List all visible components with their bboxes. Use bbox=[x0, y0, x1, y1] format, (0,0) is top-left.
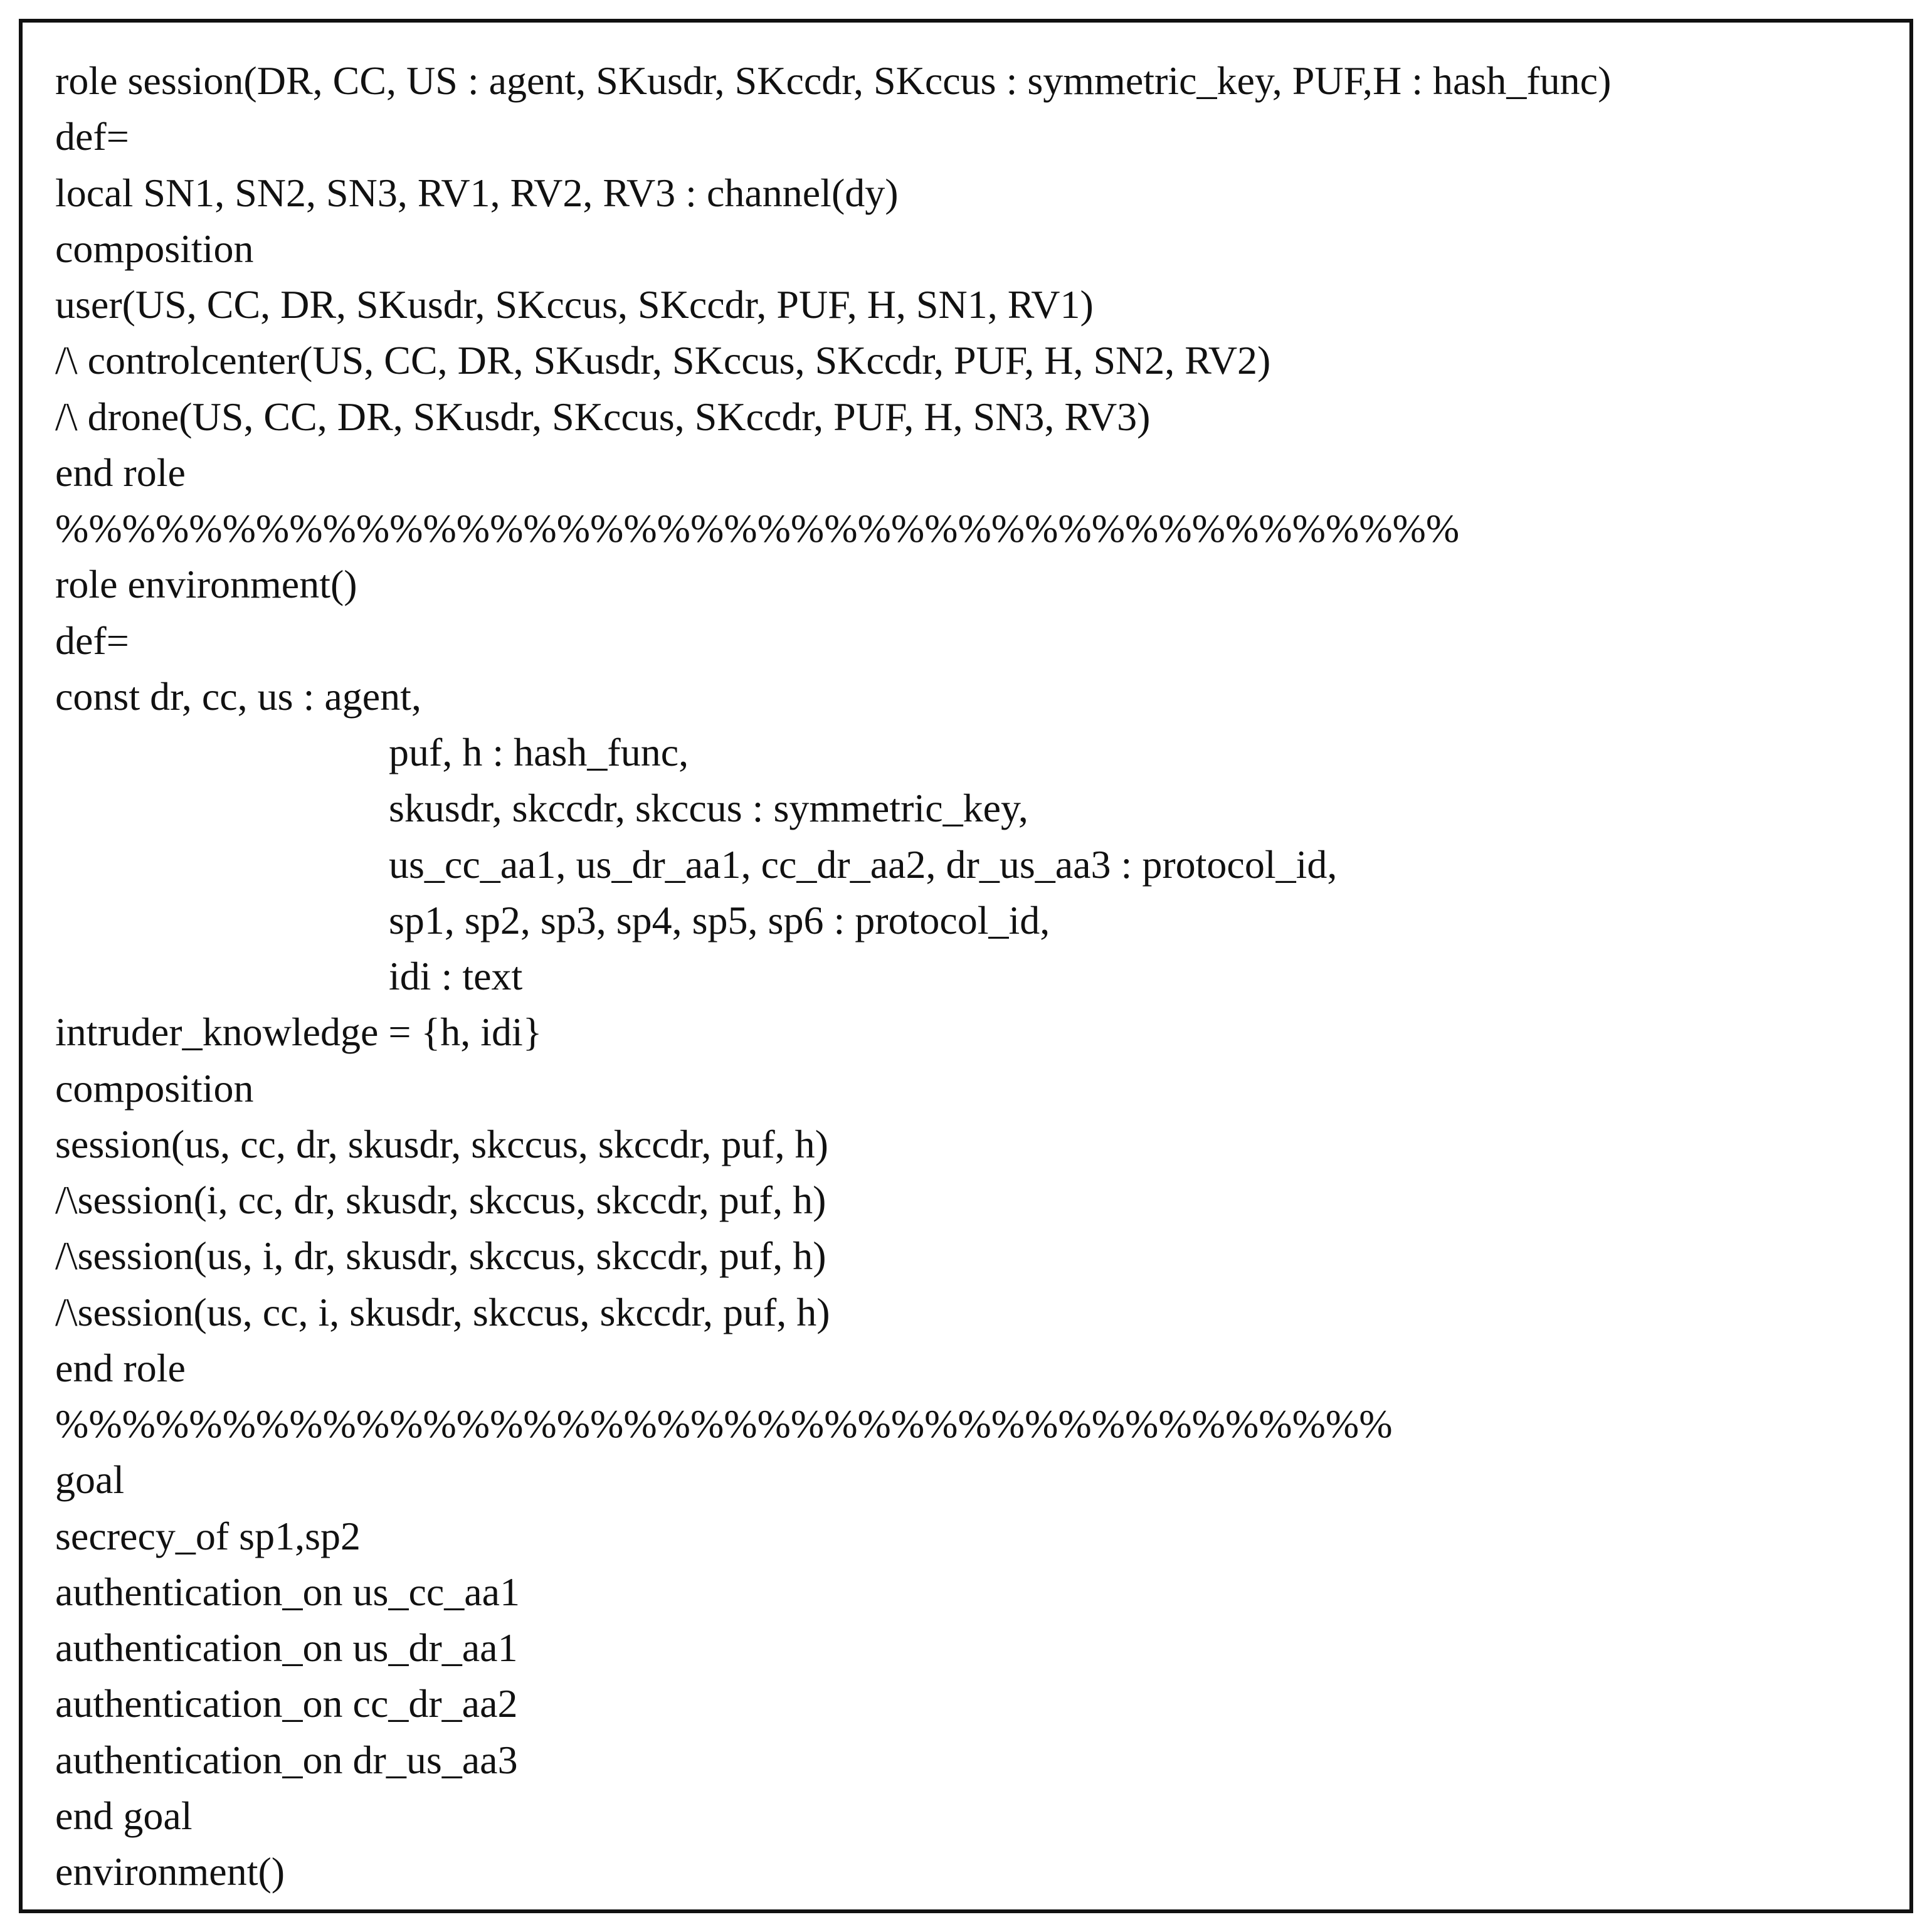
code-line: puf, h : hash_func, bbox=[389, 730, 689, 774]
code-line: composition bbox=[55, 1065, 254, 1111]
code-line: /\ controlcenter(US, CC, DR, SKusdr, SKccus, SKccdr, PUF, H, SN2, RV2) bbox=[55, 338, 1271, 383]
code-line: us_cc_aa1, us_dr_aa1, cc_dr_aa2, dr_us_aa3 : protocol_id, bbox=[389, 842, 1338, 887]
code-line: def= bbox=[55, 618, 129, 663]
code-line: session(us, cc, dr, skusdr, skccus, skccdr, puf, h) bbox=[55, 1121, 828, 1166]
code-line: authentication_on cc_dr_aa2 bbox=[55, 1681, 518, 1726]
code-line: %%%%%%%%%%%%%%%%%%%%%%%%%%%%%%%%%%%%%%%%%% bbox=[55, 506, 1460, 551]
code-line: authentication_on dr_us_aa3 bbox=[55, 1737, 518, 1782]
code-line: /\session(us, cc, i, skusdr, skccus, skccdr, puf, h) bbox=[55, 1289, 830, 1334]
code-line: composition bbox=[55, 226, 254, 271]
code-line: authentication_on us_cc_aa1 bbox=[55, 1569, 520, 1614]
code-line: intruder_knowledge = {h, idi} bbox=[55, 1010, 542, 1055]
code-line: goal bbox=[55, 1457, 125, 1502]
code-line: environment() bbox=[55, 1849, 285, 1894]
code-line: def= bbox=[55, 114, 129, 159]
code-line: /\session(i, cc, dr, skusdr, skccus, skccdr, puf, h) bbox=[55, 1178, 826, 1222]
code-line: end role bbox=[55, 1345, 186, 1390]
code-line: end role bbox=[55, 450, 186, 495]
code-line: skusdr, skccdr, skccus : symmetric_key, bbox=[389, 786, 1028, 831]
code-line: const dr, cc, us : agent, bbox=[55, 673, 421, 719]
code-line: role session(DR, CC, US : agent, SKusdr, SKccdr, SKccus : symmetric_key, PUF,H : hash_func) bbox=[55, 58, 1612, 103]
code-line: /\ drone(US, CC, DR, SKusdr, SKccus, SKccdr, PUF, H, SN3, RV3) bbox=[55, 394, 1151, 439]
code-line: %%%%%%%%%%%%%%%%%%%%%%%%%%%%%%%%%%%%%%%% bbox=[55, 1401, 1393, 1446]
code-line: user(US, CC, DR, SKusdr, SKccus, SKccdr, PUF, H, SN1, RV1) bbox=[55, 282, 1094, 327]
code-line: /\session(us, i, dr, skusdr, skccus, skccdr, puf, h) bbox=[55, 1233, 826, 1279]
code-listing bbox=[55, 53, 1897, 1899]
code-listing-frame bbox=[19, 19, 1913, 1913]
code-line: secrecy_of sp1,sp2 bbox=[55, 1513, 361, 1558]
code-line: end goal bbox=[55, 1793, 193, 1838]
code-line: role environment() bbox=[55, 562, 357, 607]
code-line: sp1, sp2, sp3, sp4, sp5, sp6 : protocol_id, bbox=[389, 897, 1050, 942]
code-line: idi : text bbox=[389, 954, 523, 998]
code-line: local SN1, SN2, SN3, RV1, RV2, RV3 : channel(dy) bbox=[55, 170, 899, 215]
code-line: authentication_on us_dr_aa1 bbox=[55, 1625, 518, 1670]
